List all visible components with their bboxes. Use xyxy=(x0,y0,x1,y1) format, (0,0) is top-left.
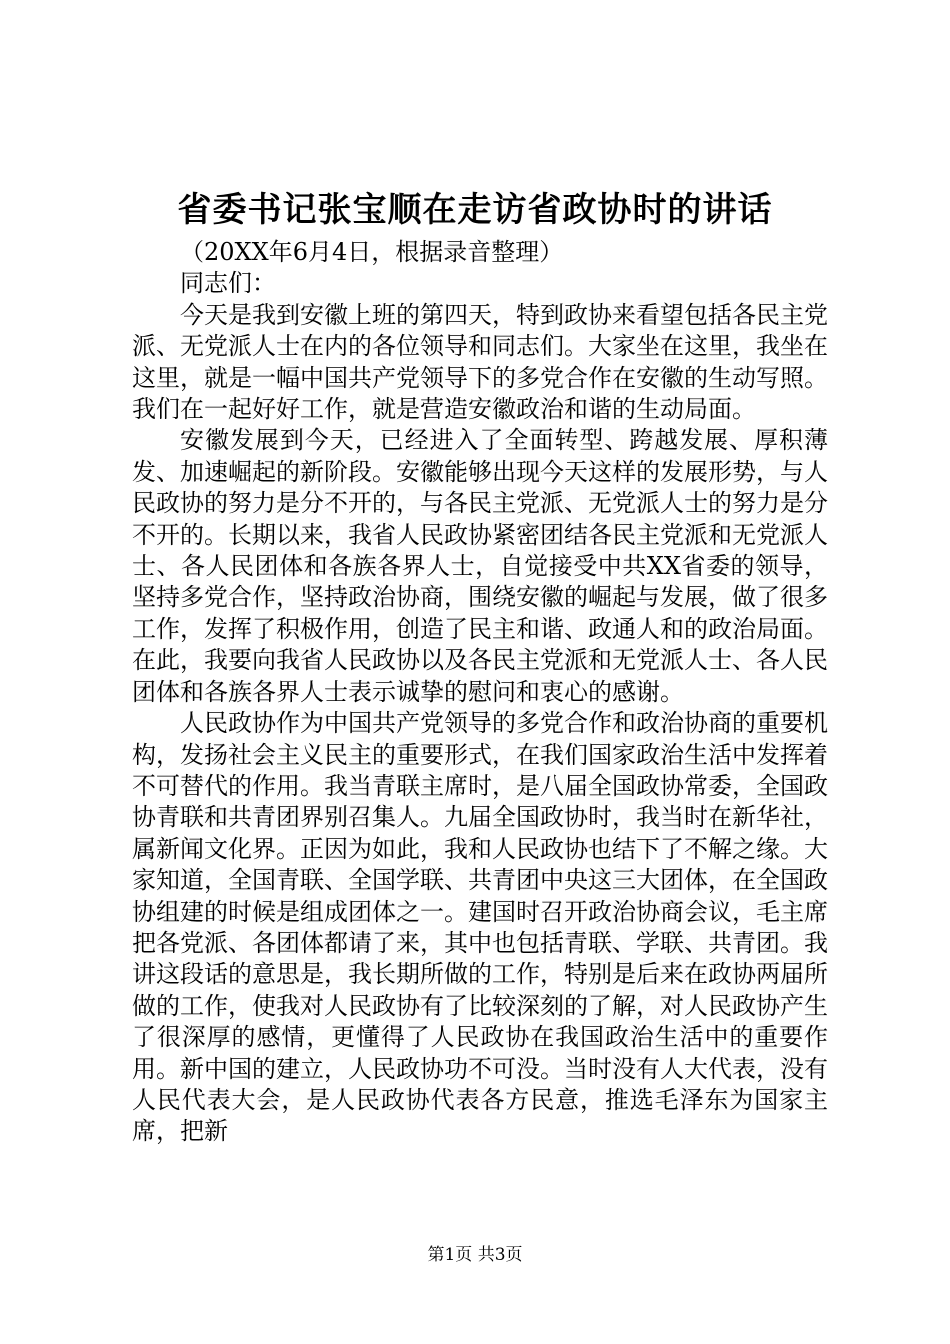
paragraph-3: 人民政协作为中国共产党领导的多党合作和政治协商的重要机构，发扬社会主义民主的重要形式，在我们国家政治生活中发挥着不可替代的作用。我当青联主席时，是八届全国政协常委，全国政协青联和共青团界别召集人。九届全国政协时，我当时在新华社，属新闻文化界。正因为如此，我和人民政协也结下了不解之缘。大家知道，全国青联、全国学联、共青团中央这三大团体，在全国政协组建的时候是组成团体之一。建国时召开政治协商会议，毛主席把各党派、各团体都请了来，其中也包括青联、学联、共青团。我讲这段话的意思是，我长期所做的工作，特别是后来在政协两届所做的工作，使我对人民政协有了比较深刻的了解，对人民政协产生了很深厚的感情，更懂得了人民政协在我国政治生活中的重要作用。新中国的建立，人民政协功不可没。当时没有人大代表，没有人民代表大会，是人民政协代表各方民意，推选毛泽东为国家主席，把新 xyxy=(132,709,828,1146)
page-footer: 第1页 共3页 xyxy=(427,1245,523,1265)
paragraph-1: 今天是我到安徽上班的第四天，特到政协来看望包括各民主党派、无党派人士在内的各位领导和同志们。大家坐在这里，我坐在这里，就是一幅中国共产党领导下的多党合作在安徽的生动写照。我们在一起好好工作，就是营造安徽政治和谐的生动局面。 xyxy=(132,300,828,424)
document-title: 省委书记张宝顺在走访省政协时的讲话 xyxy=(177,190,773,230)
date-line: （20XX年6月4日，根据录音整理） xyxy=(180,238,564,266)
paragraph-2: 安徽发展到今天，已经进入了全面转型、跨越发展、厚积薄发、加速崛起的新阶段。安徽能够出现今天这样的发展形势，与人民政协的努力是分不开的，与各民主党派、无党派人士的努力是分不开的。长期以来，我省人民政协紧密团结各民主党派和无党派人士、各人民团体和各族各界人士，自觉接受中共XX省委的领导，坚持多党合作，坚持政治协商，围绕安徽的崛起与发展，做了很多工作，发挥了积极作用，创造了民主和谐、政通人和的政治局面。在此，我要向我省人民政协以及各民主党派和无党派人士、各人民团体和各族各界人士表示诚挚的慰问和衷心的感谢。 xyxy=(132,426,828,706)
salutation: 同志们： xyxy=(180,269,276,298)
document-body xyxy=(132,237,828,1148)
